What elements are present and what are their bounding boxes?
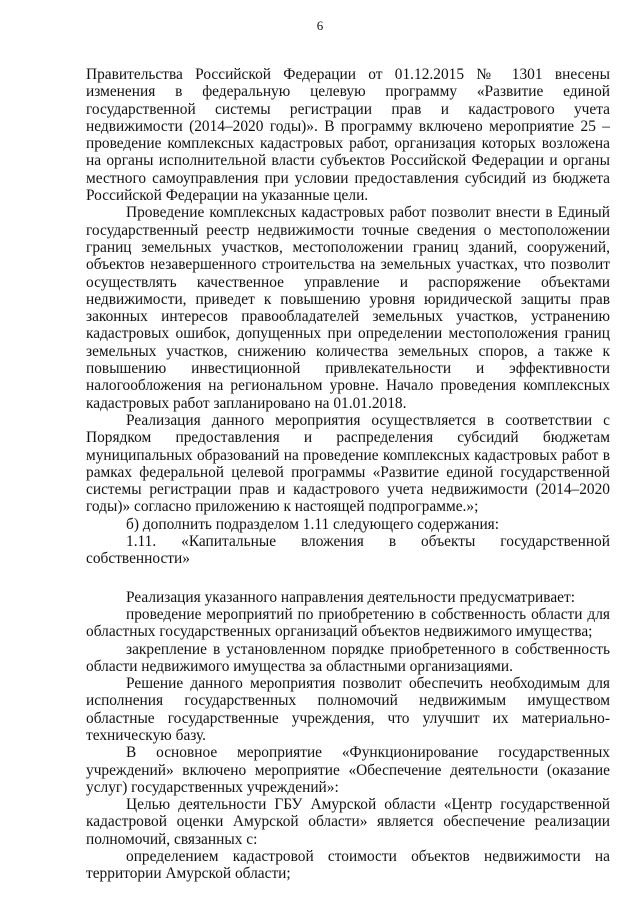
paragraph-program-amendment: Правительства Российской Федерации от 01.12.2015 № 1301 внесены изменения в федеральную целевую программу «Развитие единой государственной системы регистрации прав и кадастрового учета недвижимости (2014–2020 годы)». В программу включено мероприятие 25 – проведение комплексных кадастровых работ, организация которых возложена на органы исполнительной власти субъектов Российской Федерации и органы местного самоуправления при условии предоставления субсидий из бюджета Российской Федерации на указанные цели.: [86, 66, 610, 205]
paragraph-gbu-goal: Целью деятельности ГБУ Амурской области «Центр государственной кадастровой оценки Амурской области» является обеспечение реализации полномочий, связанных с:: [86, 796, 610, 848]
paragraph-cadastral-value: определением кадастровой стоимости объектов недвижимости на территории Амурской области;: [86, 848, 610, 883]
blank-line: [86, 568, 610, 589]
paragraph-cadastral-works: Проведение комплексных кадастровых работ позволит внести в Единый государственный реестр недвижимости точные сведения о местоположении границ земельных участков, местоположении границ зданий, сооружений, объектов незавершенного строительства на земельных участках, что позволит осуществлять качественное управление и распоряжение объектами недвижимости, приведет к повышению уровня юридической защиты прав законных интересов правообладателей земельных участков, устранению кадастровых ошибок, допущенных при определении местоположения границ земельных участков, снижению количества земельных споров, а также к повышению инвестиционной привлекательности и эффективности налогообложения на региональном уровне. Начало проведения комплексных кадастровых работ запланировано на 01.01.2018.: [86, 204, 610, 412]
page-number: 6: [316, 18, 324, 33]
paragraph-add-subsection: б) дополнить подразделом 1.11 следующего содержания:: [126, 515, 500, 533]
paragraph-acquisition: проведение мероприятий по приобретению в собственность области для областных государственных организаций объектов недвижимого имущества;: [86, 605, 610, 641]
paragraph-subsidy-procedure: Реализация данного мероприятия осуществляется в соответствии с Порядком предоставления и распределения субсидий бюджетам муниципальных образований на проведение комплексных кадастровых работ в рамках федеральной целевой программы «Развитие единой государственной системы регистрации прав и кадастрового учета недвижимости (2014–2020 годы)» согласно приложению к настоящей подпрограмме.»;: [86, 411, 610, 516]
subsection-heading-1-11: 1.11. «Капитальные вложения в объекты государственной собственности»: [86, 533, 610, 568]
paragraph-decision: Решение данного мероприятия позволит обеспечить необходимым для исполнения государственных полномочий недвижимым имуществом областные государственные учреждения, что улучшит их материально-техническую базу.: [86, 675, 610, 744]
paragraph-main-activity: В основное мероприятие «Функционирование государственных учреждений» включено мероприятие «Обеспечение деятельности (оказание услуг) государственных учреждений»:: [86, 744, 610, 796]
paragraph-direction-intro: Реализация указанного направления деятельности предусматривает:: [126, 588, 576, 606]
paragraph-assignment: закрепление в установленном порядке приобретенного в собственность области недвижимого имущества за областными организациями.: [86, 640, 610, 675]
document-body: [86, 66, 610, 883]
